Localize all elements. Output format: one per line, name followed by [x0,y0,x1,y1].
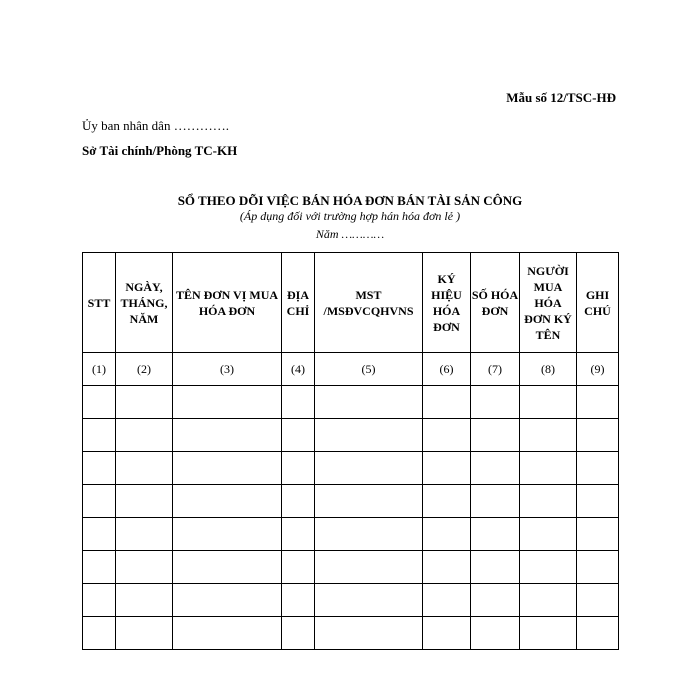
table-cell [315,617,423,650]
column-header-buyer-signature: NGƯỜI MUA HÓA ĐƠN KÝ TÊN [520,253,577,353]
column-header-unit-name: TÊN ĐƠN VỊ MUA HÓA ĐƠN [173,253,282,353]
table-cell [577,551,619,584]
table-cell [83,584,116,617]
table-cell [520,617,577,650]
table-cell [577,518,619,551]
table-cell [282,452,315,485]
table-cell [520,518,577,551]
table-cell [116,551,173,584]
table-cell [520,485,577,518]
table-cell [83,386,116,419]
table-cell [173,452,282,485]
column-number: (2) [116,353,173,386]
table-cell [173,518,282,551]
document-title: SỔ THEO DÕI VIỆC BÁN HÓA ĐƠN BÁN TÀI SẢN CÔNG [177,193,523,208]
table-cell [423,617,471,650]
table-row [83,419,619,452]
table-cell [282,551,315,584]
table-cell [173,386,282,419]
year-line: Năm ………… [315,227,385,241]
table-cell [520,551,577,584]
table-cell [471,419,520,452]
table-cell [83,452,116,485]
table-cell [423,386,471,419]
table-cell [315,518,423,551]
table-row [83,452,619,485]
committee-line: Ủy ban nhân dân …………. [82,118,229,133]
column-header-notes: GHI CHÚ [577,253,619,353]
column-number: (4) [282,353,315,386]
table-cell [471,452,520,485]
table-cell [83,485,116,518]
table-cell [471,617,520,650]
table-cell [173,584,282,617]
table-cell [116,419,173,452]
table-cell [577,419,619,452]
table-cell [520,584,577,617]
table-cell [83,518,116,551]
department-line: Sở Tài chính/Phòng TC-KH [82,143,238,158]
table-cell [116,485,173,518]
table-cell [423,485,471,518]
column-header-address: ĐỊA CHỈ [282,253,315,353]
table-cell [83,551,116,584]
table-cell [315,485,423,518]
table-row [83,518,619,551]
table-cell [577,617,619,650]
column-number: (8) [520,353,577,386]
table-cell [282,419,315,452]
column-header-tax-code: MST /MSĐVCQHVNS [315,253,423,353]
table-cell [577,452,619,485]
table-cell [423,551,471,584]
column-number-row [83,353,619,386]
column-number: (7) [471,353,520,386]
table-cell [173,419,282,452]
table-row [83,551,619,584]
table-cell [423,518,471,551]
table-cell [423,452,471,485]
table-cell [423,584,471,617]
table-cell [315,386,423,419]
table-row [83,617,619,650]
table-cell [315,419,423,452]
column-number: (5) [315,353,423,386]
table-cell [116,584,173,617]
table-cell [282,386,315,419]
column-header-invoice-symbol: KÝ HIỆU HÓA ĐƠN [423,253,471,353]
table-row [83,485,619,518]
column-header-stt: STT [83,253,116,353]
table-cell [116,452,173,485]
table-cell [116,518,173,551]
table-cell [520,452,577,485]
table-cell [471,518,520,551]
table-cell [315,452,423,485]
table-cell [173,617,282,650]
header-row [83,253,619,353]
table-cell [315,584,423,617]
blank-rows [83,386,619,650]
column-number: (9) [577,353,619,386]
table-cell [577,584,619,617]
table-cell [173,485,282,518]
table-row [83,386,619,419]
table-cell [173,551,282,584]
column-number: (3) [173,353,282,386]
column-number: (6) [423,353,471,386]
table-row [83,584,619,617]
table-cell [83,617,116,650]
form-number: Mẫu số 12/TSC-HĐ [506,90,616,105]
table-cell [471,386,520,419]
ledger-table [82,252,619,650]
column-header-invoice-number: SỐ HÓA ĐƠN [471,253,520,353]
column-header-date: NGÀY, THÁNG, NĂM [116,253,173,353]
table-cell [471,551,520,584]
table-cell [83,419,116,452]
table-cell [315,551,423,584]
table-cell [520,386,577,419]
column-number: (1) [83,353,116,386]
table-cell [577,386,619,419]
table-cell [520,419,577,452]
table-cell [471,485,520,518]
table-cell [423,419,471,452]
document-subtitle: (Áp dụng đối với trường hợp hán hóa đơn lẻ ) [239,209,461,223]
table-cell [471,584,520,617]
table-cell [577,485,619,518]
table-cell [282,485,315,518]
table-cell [282,617,315,650]
table-cell [282,518,315,551]
table-cell [116,617,173,650]
table-cell [282,584,315,617]
table-cell [116,386,173,419]
